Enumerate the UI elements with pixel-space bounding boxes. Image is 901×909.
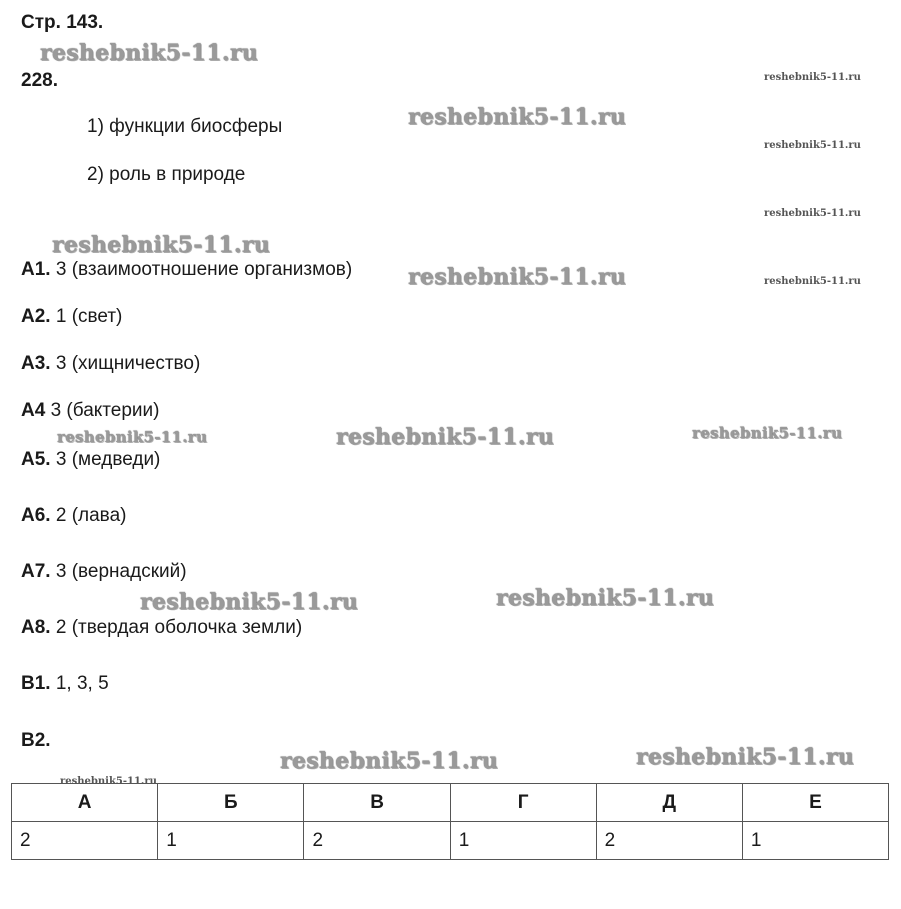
- table-header-cell: В: [304, 784, 450, 822]
- table-header-cell: Е: [742, 784, 888, 822]
- watermark: reshebnik5-11.ru: [408, 264, 627, 290]
- watermark: reshebnik5-11.ru: [764, 208, 861, 219]
- answer-value: 3 (вернадский): [55, 561, 187, 582]
- watermark: reshebnik5-11.ru: [140, 589, 359, 615]
- answer-value: 2 (лава): [55, 505, 127, 526]
- answer-value: 2 (твердая оболочка земли): [55, 617, 303, 638]
- table-row: [12, 822, 889, 860]
- watermark: reshebnik5-11.ru: [57, 428, 208, 446]
- task-number: 228.: [21, 70, 58, 91]
- table-header-cell: Г: [450, 784, 596, 822]
- table-cell: 2: [304, 822, 450, 860]
- watermark: reshebnik5-11.ru: [692, 424, 843, 442]
- table-cell: 1: [742, 822, 888, 860]
- answer-a7: [21, 561, 187, 583]
- table-cell: 2: [596, 822, 742, 860]
- answer-a3: [21, 353, 200, 375]
- answer-label: В2.: [21, 730, 51, 751]
- watermark: reshebnik5-11.ru: [764, 140, 861, 151]
- answer-a5: [21, 449, 160, 471]
- watermark: reshebnik5-11.ru: [764, 276, 861, 287]
- answer-a2: [21, 306, 122, 328]
- answer-label: А6.: [21, 505, 51, 526]
- watermark: reshebnik5-11.ru: [764, 72, 861, 83]
- table-header-cell: А: [12, 784, 158, 822]
- page-number: Стр. 143.: [21, 12, 104, 33]
- answer-value: 1, 3, 5: [55, 673, 109, 694]
- answer-label: А7.: [21, 561, 51, 582]
- answer-label: В1.: [21, 673, 51, 694]
- answer-a6: [21, 505, 126, 527]
- answer-label: А2.: [21, 306, 51, 327]
- answer-value: 1 (свет): [55, 306, 123, 327]
- table-cell: 1: [450, 822, 596, 860]
- item-2: 2) роль в природе: [87, 164, 246, 185]
- table-cell: 2: [12, 822, 158, 860]
- answer-a8: [21, 617, 302, 639]
- answer-label: А5.: [21, 449, 51, 470]
- watermark: reshebnik5-11.ru: [336, 424, 555, 450]
- answer-label: А3.: [21, 353, 51, 374]
- watermark: reshebnik5-11.ru: [408, 104, 627, 130]
- answer-label: А4: [21, 400, 46, 421]
- answer-value: 3 (бактерии): [50, 400, 160, 421]
- watermark: reshebnik5-11.ru: [52, 232, 271, 258]
- answer-value: 3 (хищничество): [55, 353, 201, 374]
- watermark: reshebnik5-11.ru: [60, 776, 157, 787]
- answer-table: [11, 783, 889, 860]
- answer-b2: [21, 730, 51, 752]
- table-cell: 1: [158, 822, 304, 860]
- answer-label: А8.: [21, 617, 51, 638]
- answer-a4: [21, 400, 159, 422]
- table-header-row: [12, 784, 889, 822]
- table-header-cell: Б: [158, 784, 304, 822]
- table-header-cell: Д: [596, 784, 742, 822]
- answer-b1: [21, 673, 109, 695]
- watermark: reshebnik5-11.ru: [496, 585, 715, 611]
- watermark: reshebnik5-11.ru: [280, 748, 499, 774]
- answer-a1: [21, 259, 352, 281]
- answer-value: 3 (взаимоотношение организмов): [55, 259, 353, 280]
- watermark: reshebnik5-11.ru: [40, 40, 259, 66]
- answer-label: А1.: [21, 259, 51, 280]
- answer-value: 3 (медведи): [55, 449, 161, 470]
- item-1: 1) функции биосферы: [87, 116, 283, 137]
- watermark: reshebnik5-11.ru: [636, 744, 855, 770]
